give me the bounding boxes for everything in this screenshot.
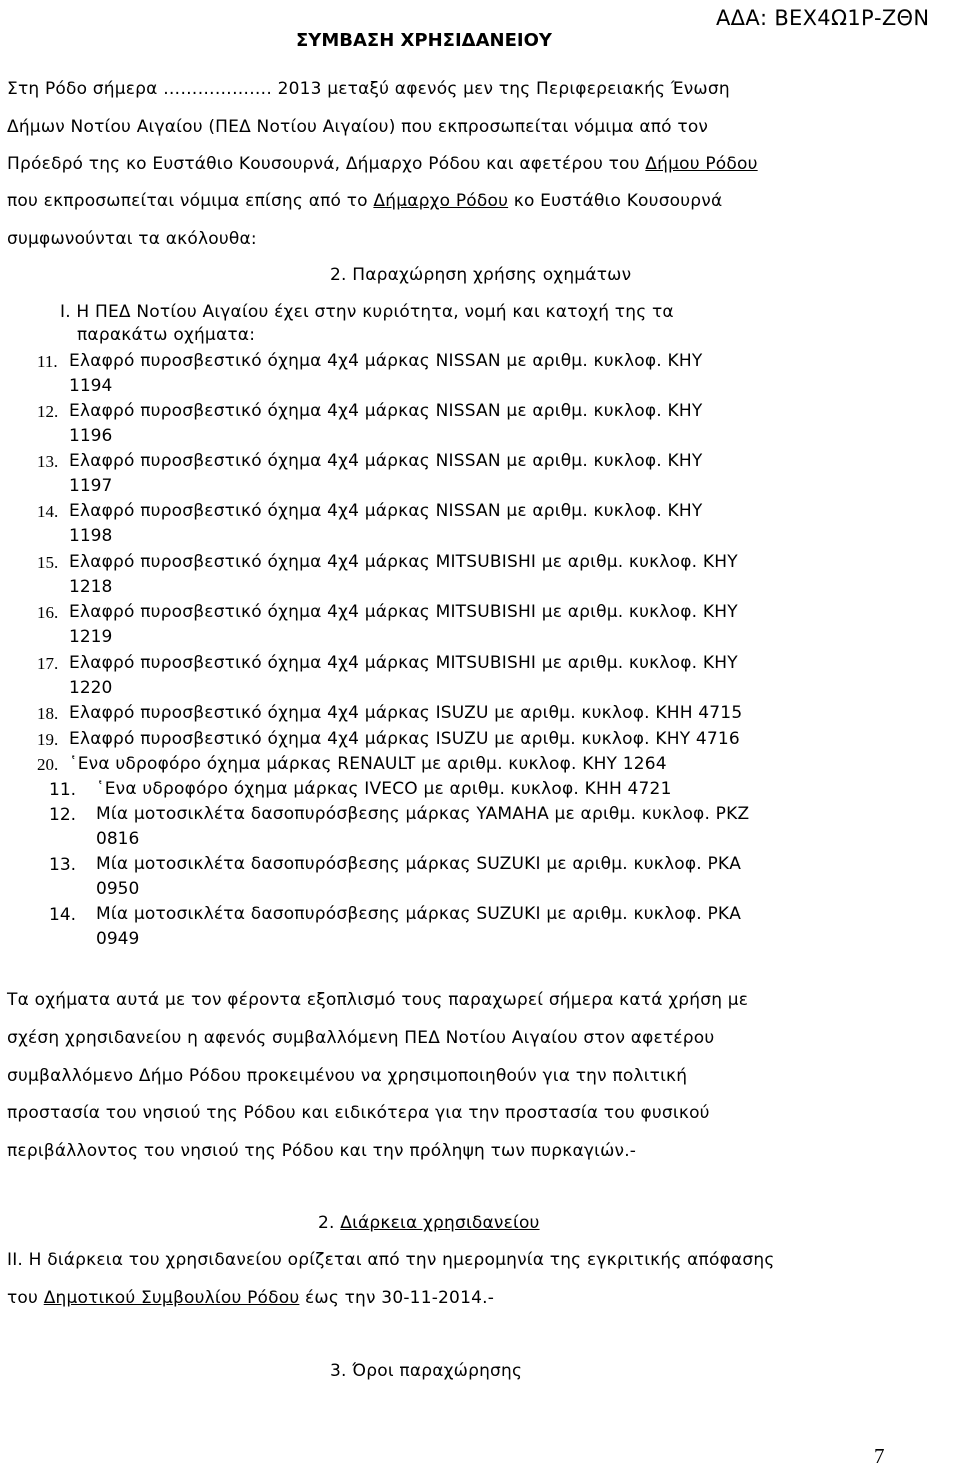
- section-2-heading: 2. Παραχώρηση χρήσης οχημάτων: [330, 265, 632, 285]
- section-2-clause-cont: παρακάτω οχήματα:: [77, 325, 256, 345]
- page-number: 7: [874, 1444, 885, 1468]
- list-item-number: 11.: [37, 352, 58, 371]
- list-item-number: 16.: [37, 603, 59, 622]
- list-item-number: 13.: [49, 855, 77, 875]
- list-item: [0, 754, 960, 780]
- list-item-text: ῾Ενα υδροφόρο όχημα μάρκας RENAULT με αριθμ. κυκλοφ. ΚΗΥ 1264: [69, 754, 667, 774]
- intro-line-4-underlined: Δήμαρχο Ρόδου: [373, 191, 509, 211]
- list-item: [0, 779, 960, 805]
- paragraph-line-1-text: Τα οχήματα αυτά με τον φέροντα εξοπλισμό τους παραχωρεί σήμερα κατά χρήση με: [7, 990, 749, 1010]
- intro-line-3: [7, 154, 758, 174]
- list-item: [0, 804, 960, 849]
- list-item: [0, 401, 960, 446]
- intro-line-4-tail: κο Ευστάθιο Κουσουρνά: [508, 191, 723, 211]
- duration-line-2-underlined: Δημοτικού Συμβουλίου Ρόδου: [43, 1288, 300, 1308]
- list-item-text: Ελαφρό πυροσβεστικό όχημα 4χ4 μάρκας MITSUBISHI με αριθμ. κυκλοφ. ΚΗΥ: [69, 602, 738, 622]
- list-item: [0, 854, 960, 899]
- list-item: [0, 904, 960, 949]
- duration-line-2-tail: έως την 30-11-2014.-: [299, 1288, 495, 1308]
- paragraph-line-3: συμβαλλόμενο Δήμο Ρόδου προκειμένου να χρησιμοποιηθούν για την πολιτική: [7, 1066, 688, 1086]
- list-item-text: Ελαφρό πυροσβεστικό όχημα 4χ4 μάρκας MITSUBISHI με αριθμ. κυκλοφ. ΚΗΥ: [69, 552, 738, 572]
- list-item-text: Ελαφρό πυροσβεστικό όχημα 4χ4 μάρκας ISUZU με αριθμ. κυκλοφ. ΚΗΥ 4716: [69, 729, 740, 749]
- list-item-number: 18.: [37, 704, 59, 723]
- list-item-continuation: 1218: [69, 577, 113, 597]
- list-item-number: 12.: [49, 805, 77, 825]
- list-item-continuation: 1194: [69, 376, 113, 396]
- intro-line-3-underlined: Δήμου Ρόδου: [645, 154, 758, 174]
- duration-heading-text: Διάρκεια χρησιδανείου: [340, 1213, 540, 1233]
- list-item-text: Ελαφρό πυροσβεστικό όχημα 4χ4 μάρκας NISSAN με αριθμ. κυκλοφ. ΚΗΥ: [69, 451, 703, 471]
- list-item-number: 14.: [37, 502, 59, 521]
- intro-line-4: [7, 191, 722, 211]
- list-item-text: Μία μοτοσικλέτα δασοπυρόσβεσης μάρκας YAMAHA με αριθμ. κυκλοφ. ΡΚΖ: [96, 804, 750, 824]
- intro-line-1: Στη Ρόδο σήμερα ………………. 2013 μεταξύ αφενός μεν της Περιφερειακής Ένωση: [7, 79, 730, 99]
- list-item: [0, 653, 960, 698]
- list-item: [0, 451, 960, 496]
- list-item-text: Μία μοτοσικλέτα δασοπυρόσβεσης μάρκας SUZUKI με αριθμ. κυκλοφ. ΡΚΑ: [96, 904, 742, 924]
- list-item-continuation: 0949: [96, 929, 140, 949]
- list-item-continuation: 1196: [69, 426, 113, 446]
- list-item: [0, 602, 960, 647]
- list-item-text: ῾Ενα υδροφόρο όχημα μάρκας IVECO με αριθμ. κυκλοφ. ΚΗΗ 4721: [96, 779, 672, 799]
- paragraph-line-2: σχέση χρησιδανείου η αφενός συμβαλλόμενη ΠΕΔ Νοτίου Αιγαίου στον αφετέρου: [7, 1028, 715, 1048]
- list-item-number: 13.: [37, 452, 59, 471]
- duration-heading: [318, 1213, 540, 1233]
- list-item-continuation: 1198: [69, 526, 113, 546]
- list-item-continuation: 1219: [69, 627, 113, 647]
- list-item-text: Μία μοτοσικλέτα δασοπυρόσβεσης μάρκας SUZUKI με αριθμ. κυκλοφ. ΡΚΑ: [96, 854, 742, 874]
- document-title: ΣΥΜΒΑΣΗ ΧΡΗΣΙΔΑΝΕΙΟΥ: [296, 30, 552, 51]
- list-item-number: 14.: [49, 905, 77, 925]
- list-item-continuation: 1197: [69, 476, 113, 496]
- list-item: [0, 351, 960, 396]
- paragraph-line-4: προστασία του νησιού της Ρόδου και ειδικότερα για την προστασία του φυσικού: [7, 1103, 710, 1123]
- list-item-text: Ελαφρό πυροσβεστικό όχημα 4χ4 μάρκας ISUZU με αριθμ. κυκλοφ. ΚΗΗ 4715: [69, 703, 743, 723]
- list-item-text: Ελαφρό πυροσβεστικό όχημα 4χ4 μάρκας NISSAN με αριθμ. κυκλοφ. ΚΗΥ: [69, 401, 703, 421]
- intro-line-3-text: Πρόεδρό της κο Ευστάθιο Κουσουρνά, Δήμαρχο Ρόδου και αφετέρου του: [7, 154, 646, 174]
- intro-line-5: συμφωνούνται τα ακόλουθα:: [7, 229, 257, 249]
- list-item: [0, 703, 960, 729]
- intro-line-4-text: που εκπροσωπείται νόμιμα επίσης από το: [7, 191, 374, 211]
- section-2-clause: I. Η ΠΕΔ Νοτίου Αιγαίου έχει στην κυριότητα, νομή και κατοχή της τα: [60, 302, 674, 322]
- list-item-continuation: 0816: [96, 829, 140, 849]
- list-item: [0, 552, 960, 597]
- section-3-heading: 3. Όροι παραχώρησης: [330, 1361, 523, 1381]
- list-item-continuation: 0950: [96, 879, 140, 899]
- list-item: [0, 729, 960, 755]
- duration-heading-number: 2.: [318, 1213, 341, 1233]
- intro-line-2: Δήμων Νοτίου Αιγαίου (ΠΕΔ Νοτίου Αιγαίου) που εκπροσωπείται νόμιμα από τον: [7, 117, 709, 137]
- list-item-number: 19.: [37, 730, 59, 749]
- list-item-number: 15.: [37, 553, 59, 572]
- list-item-text: Ελαφρό πυροσβεστικό όχημα 4χ4 μάρκας NISSAN με αριθμ. κυκλοφ. ΚΗΥ: [69, 501, 703, 521]
- list-item: [0, 501, 960, 546]
- paragraph-line-1: [7, 990, 891, 1010]
- duration-line-2: [7, 1288, 494, 1308]
- duration-line-1: II. Η διάρκεια του χρησιδανείου ορίζεται από την ημερομηνία της εγκριτικής απόφασης: [7, 1250, 775, 1270]
- list-item-number: 11.: [49, 780, 77, 800]
- list-item-text: Ελαφρό πυροσβεστικό όχημα 4χ4 μάρκας MITSUBISHI με αριθμ. κυκλοφ. ΚΗΥ: [69, 653, 738, 673]
- paragraph-line-5: περιβάλλοντος του νησιού της Ρόδου και την πρόληψη των πυρκαγιών.-: [7, 1141, 637, 1161]
- list-item-text: Ελαφρό πυροσβεστικό όχημα 4χ4 μάρκας NISSAN με αριθμ. κυκλοφ. ΚΗΥ: [69, 351, 703, 371]
- duration-line-2-text: του: [7, 1288, 44, 1308]
- list-item-number: 17.: [37, 654, 59, 673]
- list-item-number: 20.: [37, 755, 59, 774]
- ada-code: ΑΔΑ: ΒΕΧ4Ω1Ρ-ΖΘΝ: [716, 6, 930, 30]
- list-item-number: 12.: [37, 402, 59, 421]
- list-item-continuation: 1220: [69, 678, 113, 698]
